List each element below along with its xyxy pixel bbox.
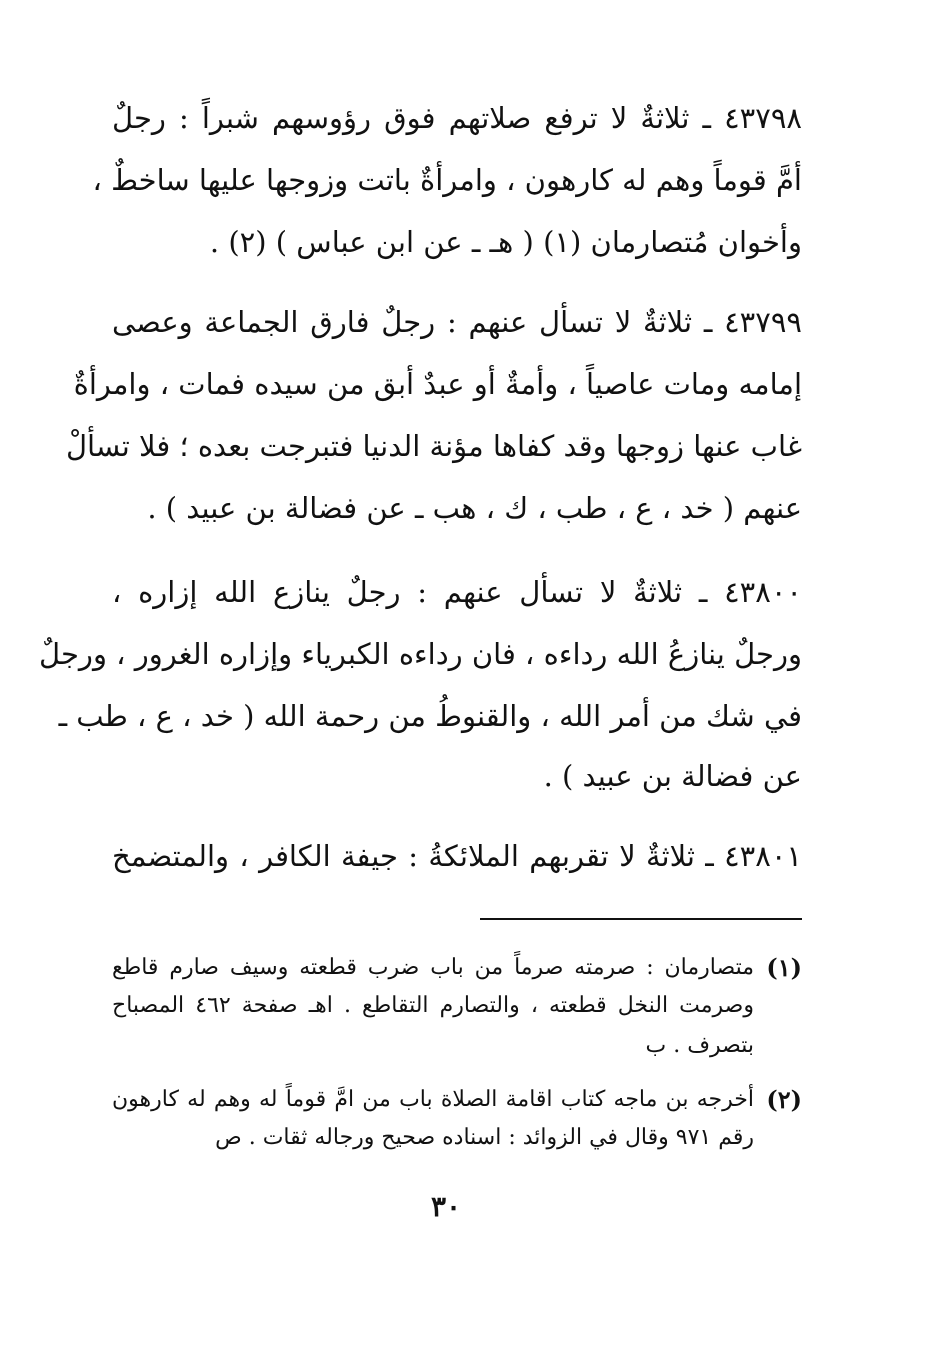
footnote-1-marker: (١) [766,953,802,982]
footnote-1-line-2: وصرمت النخل قطعته ، والتصارم التقاطع . اهـ صفحة ٤٦٢ المصباح [112,993,754,1018]
hadith-43798-line-2: أمَّ قوماً وهم له كارهون ، وامرأةٌ باتت وزوجها عليها ساخطٌ ، [92,163,802,197]
hadith-43799-line-1: ٤٣٧٩٩ ـ ثلاثةٌ لا تسأل عنهم : رجلٌ فارق الجماعة وعصى [112,305,802,339]
hadith-43800-line-3: في شك من أمر الله ، والقنوطُ من رحمة الله ( خد ، ع ، طب ـ [58,699,802,733]
footnote-separator [480,918,802,920]
footnote-2-line-1: أخرجه بن ماجه كتاب اقامة الصلاة باب من امَّ قوماً له وهم له كارهون [112,1087,754,1112]
hadith-43798-line-3: وأخوان مُتصارمان (١) ( هـ ـ عن ابن عباس ) (٢) . [209,225,802,259]
hadith-43800-line-1: ٤٣٨٠٠ ـ ثلاثةٌ لا تسأل عنهم : رجلٌ ينازع الله إزاره ، [112,575,802,609]
hadith-43798-line-1: ٤٣٧٩٨ ـ ثلاثةٌ لا ترفع صلاتهم فوق رؤوسهم شبراً : رجلٌ [112,101,802,135]
footnote-1-line-1: متصارمان : صرمته صرماً من باب ضرب قطعته وسيف صارم قاطع [112,955,754,980]
footnote-2-line-2: رقم ٩٧١ وقال في الزوائد : اسناده صحيح ورجاله ثقات . ص [215,1125,754,1150]
hadith-43800-line-2: ورجلٌ ينازعُ الله رداءه ، فان رداءه الكبرياء وإزاره الغرور ، ورجلٌ [39,637,802,671]
hadith-43799-line-2: إمامه ومات عاصياً ، وأمةٌ أو عبدٌ أبق من سيده فمات ، وامرأةٌ [73,367,802,401]
hadith-43800-line-4: عن فضالة بن عبيد ) . [543,759,802,793]
hadith-43799-line-4: عنهم ( خد ، ع ، طب ، ك ، هب ـ عن فضالة بن عبيد ) . [147,491,802,525]
page-number: ٣٠ [430,1190,462,1223]
hadith-43799-line-3: غاب عنها زوجها وقد كفاها مؤنة الدنيا فتبرجت بعده ؛ فلا تسألْ [65,429,802,463]
footnote-2-marker: (٢) [766,1085,802,1114]
hadith-43801-line-1: ٤٣٨٠١ ـ ثلاثةٌ لا تقربهم الملائكةُ : جيفة الكافر ، والمتضمخ [112,839,802,873]
footnote-1-line-3: بتصرف . ب [645,1033,754,1058]
